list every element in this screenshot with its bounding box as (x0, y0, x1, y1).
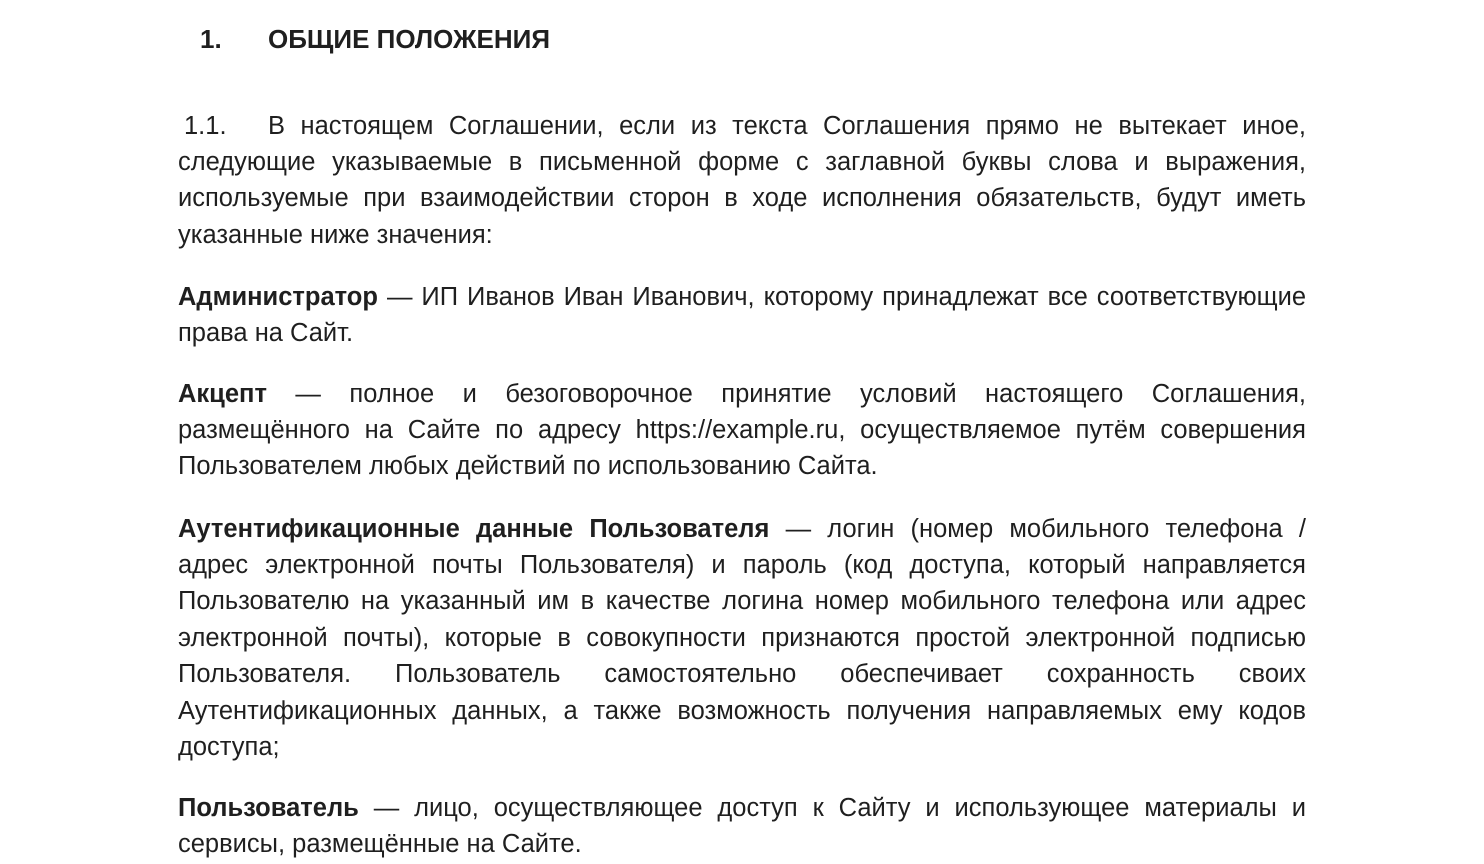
definition-text: — логин (номер мобильного телефона / адрес электронной почты Пользователя) и пароль (код доступа, который направляется Пользователю на указанный им в качестве логина номер мобильного телефона или адрес электронной почты), которые в совокупности признаются простой электронной подписью Пользователя. Пользователь самостоятельно обеспечивает сохранность своих Аутентификационных данных, а также возможность получения направляемых ему кодов доступа; (178, 514, 1306, 761)
clause-paragraph (178, 108, 1306, 254)
clause-text: В настоящем Соглашении, если из текста Соглашения прямо не вытекает иное, следующие указываемые в письменной форме с заглавной буквы слова и выражения, используемые при взаимодействии сторон в ходе исполнения обязательств, будут иметь указанные ниже значения: (178, 111, 1306, 249)
section-number: 1. (200, 24, 222, 54)
definition-acceptance (178, 376, 1306, 485)
section-heading (200, 22, 550, 56)
section-title: ОБЩИЕ ПОЛОЖЕНИЯ (268, 24, 551, 54)
definition-administrator (178, 279, 1306, 352)
definition-text: — полное и безоговорочное принятие условий настоящего Соглашения, размещённого на Сайте по адресу https://example.ru, осуществляемое путём совершения Пользователем любых действий по использованию Сайта. (178, 379, 1306, 481)
definition-user (178, 790, 1306, 863)
clause-number: 1.1. (184, 111, 227, 140)
definition-term: Пользователь (178, 793, 359, 822)
definition-text: — лицо, осуществляющее доступ к Сайту и использующее материалы и сервисы, размещённые на Сайте. (178, 793, 1306, 858)
definition-text: — ИП Иванов Иван Иванович, которому принадлежат все соответствующие права на Сайт. (178, 282, 1306, 347)
definition-term: Администратор (178, 282, 378, 311)
definition-term: Аутентификационные данные Пользователя (178, 514, 770, 543)
definition-term: Акцепт (178, 379, 267, 408)
definition-auth-data (178, 511, 1306, 766)
